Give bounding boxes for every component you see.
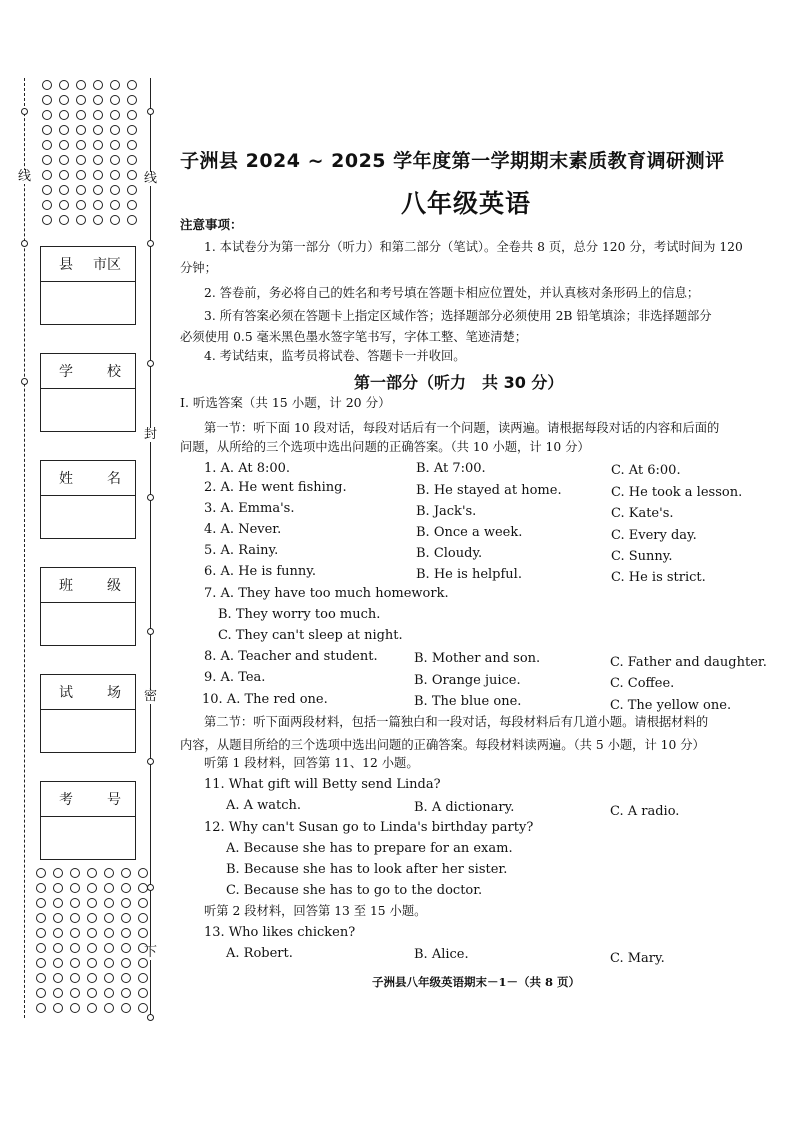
q8-option-a[interactable]: 8. A. Teacher and student. (204, 649, 378, 664)
bubble-dot (127, 80, 137, 90)
bubble-dot (76, 140, 86, 150)
class-box[interactable] (40, 567, 136, 646)
bubble-dot (76, 170, 86, 180)
bubble-dot (70, 1003, 80, 1013)
bubble-dot (59, 200, 69, 210)
bubble-dot (104, 1003, 114, 1013)
bubble-dot (121, 928, 131, 938)
exam-number-label-2: 号 (107, 792, 121, 808)
q6-option-b[interactable]: B. He is helpful. (416, 567, 522, 582)
bubble-dot (138, 988, 148, 998)
bubble-dot (138, 913, 148, 923)
bubble-dot (42, 110, 52, 120)
bubble-dot (93, 140, 103, 150)
bubble-dot (127, 170, 137, 180)
punch-ring (147, 884, 154, 891)
bubble-dot (93, 170, 103, 180)
bubble-dot (53, 958, 63, 968)
bubble-dot (87, 928, 97, 938)
section-title: Ⅰ. 听选答案（共 15 小题，计 20 分） (180, 395, 391, 410)
q11-stem: 11. What gift will Betty send Linda? (204, 777, 441, 792)
bubble-dot (76, 155, 86, 165)
bubble-dot (87, 943, 97, 953)
bubble-dot (121, 943, 131, 953)
bubble-dot (127, 185, 137, 195)
material-1-label: 听第 1 段材料，回答第 11、12 小题。 (204, 756, 419, 770)
bubble-dot (127, 110, 137, 120)
cut-line-left (24, 78, 25, 1018)
bubble-dot (70, 868, 80, 878)
q6-option-c[interactable]: C. He is strict. (611, 570, 706, 585)
bubble-dot (93, 200, 103, 210)
bubble-dot (121, 883, 131, 893)
part1-title: 第一部分（听力 共 30 分） (354, 373, 564, 392)
bubble-dot (42, 200, 52, 210)
bubble-dot (87, 1003, 97, 1013)
page-footer: 子洲县八年级英语期末－1－（共 8 页） (372, 975, 581, 989)
bubble-dot (138, 898, 148, 908)
q7-option-c[interactable]: C. They can't sleep at night. (218, 628, 403, 643)
bubble-dot (76, 215, 86, 225)
punch-ring (21, 108, 28, 115)
class-label-1: 班 (59, 578, 73, 594)
sec1-instruction: 问题，从所给的三个选项中选出问题的正确答案。（共 10 小题，计 10 分） (180, 440, 590, 454)
bubble-dot (53, 913, 63, 923)
name-box[interactable] (40, 460, 136, 539)
q9-option-c[interactable]: C. Coffee. (610, 676, 675, 691)
bubble-dot (59, 110, 69, 120)
bubble-dot (104, 928, 114, 938)
bubble-dot (110, 110, 120, 120)
punch-ring (147, 494, 154, 501)
bubble-dot (87, 913, 97, 923)
bubble-dot (59, 185, 69, 195)
notice-item: 3. 所有答案必须在答题卡上指定区域作答；选择题部分必须使用 2B 铅笔填涂；非选择题部分 (204, 309, 712, 323)
punch-ring (147, 360, 154, 367)
bubble-dot (59, 80, 69, 90)
bubble-dot (127, 200, 137, 210)
bubble-dot (70, 988, 80, 998)
q5-option-c[interactable]: C. Sunny. (611, 549, 673, 564)
q11-option-c[interactable]: C. A radio. (610, 804, 680, 819)
bubble-dot (127, 95, 137, 105)
seal-char-left: 线 (18, 169, 32, 184)
exam-room-box[interactable] (40, 674, 136, 753)
bubble-dot (87, 958, 97, 968)
bubble-dot (121, 988, 131, 998)
bubble-dot (127, 155, 137, 165)
bubble-dot (36, 868, 46, 878)
bubble-dot (104, 898, 114, 908)
bubble-dot (127, 140, 137, 150)
bubble-dot (87, 898, 97, 908)
school-box[interactable] (40, 353, 136, 432)
bubble-dot (93, 215, 103, 225)
bubble-dot (110, 170, 120, 180)
q1-option-c[interactable]: C. At 6:00. (611, 463, 681, 478)
bubble-dot (42, 125, 52, 135)
q13-option-b[interactable]: B. Alice. (414, 947, 469, 962)
notice-heading: 注意事项： (180, 217, 243, 232)
bubble-dot (53, 943, 63, 953)
punch-ring (147, 240, 154, 247)
q1-option-a[interactable]: 1. A. At 8:00. (204, 461, 291, 476)
bubble-dot (70, 913, 80, 923)
bubble-grid-top (42, 80, 152, 229)
bubble-dot (110, 155, 120, 165)
q11-option-b[interactable]: B. A dictionary. (414, 800, 515, 815)
notice-item: 必须使用 0.5 毫米黑色墨水签字笔书写，字体工整、笔迹清楚； (180, 330, 528, 344)
bubble-dot (36, 973, 46, 983)
exam-room-label-2: 场 (107, 685, 121, 701)
notice-item: 2. 答卷前，务必将自己的姓名和考号填在答题卡相应位置处，并认真核对条形码上的信息； (204, 286, 700, 300)
bubble-dot (53, 988, 63, 998)
bubble-dot (93, 125, 103, 135)
bubble-dot (70, 958, 80, 968)
bubble-dot (53, 973, 63, 983)
bubble-dot (59, 215, 69, 225)
bubble-grid-bottom (36, 868, 146, 1017)
bubble-dot (110, 200, 120, 210)
q7-option-a[interactable]: 7. A. They have too much homework. (204, 586, 449, 601)
material-2-label: 听第 2 段材料，回答第 13 至 15 小题。 (204, 904, 427, 918)
name-label-2: 名 (107, 471, 121, 487)
sec1-instruction: 第一节：听下面 10 段对话，每段对话后有一个问题，读两遍。请根据每段对话的内容和后面的 (204, 421, 720, 435)
bubble-dot (127, 125, 137, 135)
bubble-dot (93, 110, 103, 120)
bubble-dot (76, 80, 86, 90)
bubble-dot (36, 913, 46, 923)
bubble-dot (53, 868, 63, 878)
bubble-dot (76, 200, 86, 210)
q4-option-c[interactable]: C. Every day. (611, 528, 697, 543)
notice-item: 分钟； (180, 261, 217, 275)
bubble-dot (36, 928, 46, 938)
bubble-dot (104, 868, 114, 878)
name-label-1: 姓 (59, 471, 73, 487)
q9-option-b[interactable]: B. Orange juice. (414, 673, 521, 688)
school-label-1: 学 (59, 364, 73, 380)
bubble-dot (70, 883, 80, 893)
q7-option-b[interactable]: B. They worry too much. (218, 607, 381, 622)
bubble-dot (138, 943, 148, 953)
bubble-dot (36, 988, 46, 998)
punch-ring (21, 378, 28, 385)
exam-title: 子洲县 2024 ~ 2025 学年度第一学期期末素质教育调研测评 (180, 150, 725, 172)
bubble-dot (138, 868, 148, 878)
subject-title: 八年级英语 (401, 189, 532, 218)
bubble-dot (70, 898, 80, 908)
bubble-dot (138, 973, 148, 983)
exam-number-label-1: 考 (59, 792, 73, 808)
bubble-dot (138, 883, 148, 893)
q10-option-a[interactable]: 10. A. The red one. (202, 692, 328, 707)
bubble-dot (138, 958, 148, 968)
bubble-dot (110, 125, 120, 135)
bubble-dot (53, 928, 63, 938)
punch-ring (21, 240, 28, 247)
exam-room-label-1: 试 (59, 685, 73, 701)
bubble-dot (110, 185, 120, 195)
bubble-dot (110, 80, 120, 90)
bubble-dot (70, 973, 80, 983)
q12-option-c[interactable]: C. Because she has to go to the doctor. (226, 883, 483, 898)
q13-option-a[interactable]: A. Robert. (226, 946, 293, 961)
q4-option-a[interactable]: 4. A. Never. (204, 522, 282, 537)
bubble-dot (110, 215, 120, 225)
q13-option-c[interactable]: C. Mary. (610, 951, 665, 966)
q6-option-a[interactable]: 6. A. He is funny. (204, 564, 316, 579)
bubble-dot (42, 80, 52, 90)
seal-char: 封 (144, 427, 158, 442)
seal-char: 下 (144, 945, 158, 960)
sec2-instruction: 第二节：听下面两段材料，包括一篇独白和一段对话，每段材料后有几道小题。请根据材料的 (204, 715, 709, 729)
bubble-dot (93, 185, 103, 195)
q2-option-c[interactable]: C. He took a lesson. (611, 485, 743, 500)
bubble-dot (36, 898, 46, 908)
bubble-dot (70, 928, 80, 938)
q5-option-a[interactable]: 5. A. Rainy. (204, 543, 279, 558)
q9-option-a[interactable]: 9. A. Tea. (204, 670, 266, 685)
seal-char: 线 (144, 171, 158, 186)
bubble-dot (42, 155, 52, 165)
bubble-dot (76, 110, 86, 120)
bubble-dot (121, 958, 131, 968)
q12-option-a[interactable]: A. Because she has to prepare for an exam. (226, 841, 513, 856)
bubble-dot (59, 140, 69, 150)
county-box[interactable] (40, 246, 136, 325)
q3-option-c[interactable]: C. Kate's. (611, 506, 674, 521)
county-label-1: 县 (59, 257, 73, 273)
class-label-2: 级 (107, 578, 121, 594)
bubble-dot (104, 883, 114, 893)
q1-option-b[interactable]: B. At 7:00. (416, 461, 486, 476)
bubble-dot (104, 973, 114, 983)
bubble-dot (121, 973, 131, 983)
bubble-dot (42, 170, 52, 180)
q8-option-c[interactable]: C. Father and daughter. (610, 655, 767, 670)
school-label-2: 校 (107, 364, 121, 380)
bubble-dot (53, 883, 63, 893)
bubble-dot (104, 913, 114, 923)
bubble-dot (127, 215, 137, 225)
exam-number-box[interactable] (40, 781, 136, 860)
q2-option-a[interactable]: 2. A. He went fishing. (204, 480, 347, 495)
bubble-dot (138, 928, 148, 938)
bubble-dot (36, 883, 46, 893)
seal-char: 密 (144, 689, 158, 704)
q2-option-b[interactable]: B. He stayed at home. (416, 483, 562, 498)
bubble-dot (110, 140, 120, 150)
q12-option-b[interactable]: B. Because she has to look after her sister. (226, 862, 508, 877)
bubble-dot (138, 1003, 148, 1013)
bubble-dot (76, 95, 86, 105)
q12-stem: 12. Why can't Susan go to Linda's birthday party? (204, 820, 534, 835)
q10-option-b[interactable]: B. The blue one. (414, 694, 522, 709)
county-label-2: 市区 (93, 257, 121, 273)
bubble-dot (104, 958, 114, 968)
q3-option-a[interactable]: 3. A. Emma's. (204, 501, 295, 516)
q10-option-c[interactable]: C. The yellow one. (610, 698, 732, 713)
bubble-dot (36, 943, 46, 953)
bubble-dot (121, 898, 131, 908)
bubble-dot (42, 185, 52, 195)
bubble-dot (93, 155, 103, 165)
sec2-instruction: 内容，从题目所给的三个选项中选出问题的正确答案。每段材料读两遍。（共 5 小题，计 10 分） (180, 738, 705, 752)
q11-option-a[interactable]: A. A watch. (226, 798, 302, 813)
bubble-dot (110, 95, 120, 105)
bubble-dot (53, 898, 63, 908)
bubble-dot (59, 95, 69, 105)
bubble-dot (87, 988, 97, 998)
bubble-dot (121, 868, 131, 878)
bubble-dot (93, 80, 103, 90)
q5-option-b[interactable]: B. Cloudy. (416, 546, 483, 561)
bubble-dot (87, 973, 97, 983)
q8-option-b[interactable]: B. Mother and son. (414, 651, 541, 666)
notice-item: 4. 考试结束，监考员将试卷、答题卡一并收回。 (204, 349, 466, 363)
q3-option-b[interactable]: B. Jack's. (416, 504, 477, 519)
q4-option-b[interactable]: B. Once a week. (416, 525, 523, 540)
bubble-dot (87, 883, 97, 893)
bubble-dot (87, 868, 97, 878)
notice-item: 1. 本试卷分为第一部分（听力）和第二部分（笔试）。全卷共 8 页，总分 120 分，考试时间为 120 (204, 240, 743, 254)
bubble-dot (104, 943, 114, 953)
bubble-dot (42, 140, 52, 150)
bubble-dot (121, 913, 131, 923)
bubble-dot (42, 215, 52, 225)
bubble-dot (42, 95, 52, 105)
bubble-dot (76, 185, 86, 195)
bubble-dot (76, 125, 86, 135)
bubble-dot (59, 170, 69, 180)
q13-stem: 13. Who likes chicken? (204, 925, 356, 940)
punch-ring (147, 628, 154, 635)
bubble-dot (36, 958, 46, 968)
bubble-dot (59, 155, 69, 165)
punch-ring (147, 1014, 154, 1021)
bubble-dot (59, 125, 69, 135)
bubble-dot (36, 1003, 46, 1013)
bubble-dot (70, 943, 80, 953)
bubble-dot (104, 988, 114, 998)
bubble-dot (121, 1003, 131, 1013)
bubble-dot (53, 1003, 63, 1013)
bubble-dot (93, 95, 103, 105)
punch-ring (147, 758, 154, 765)
